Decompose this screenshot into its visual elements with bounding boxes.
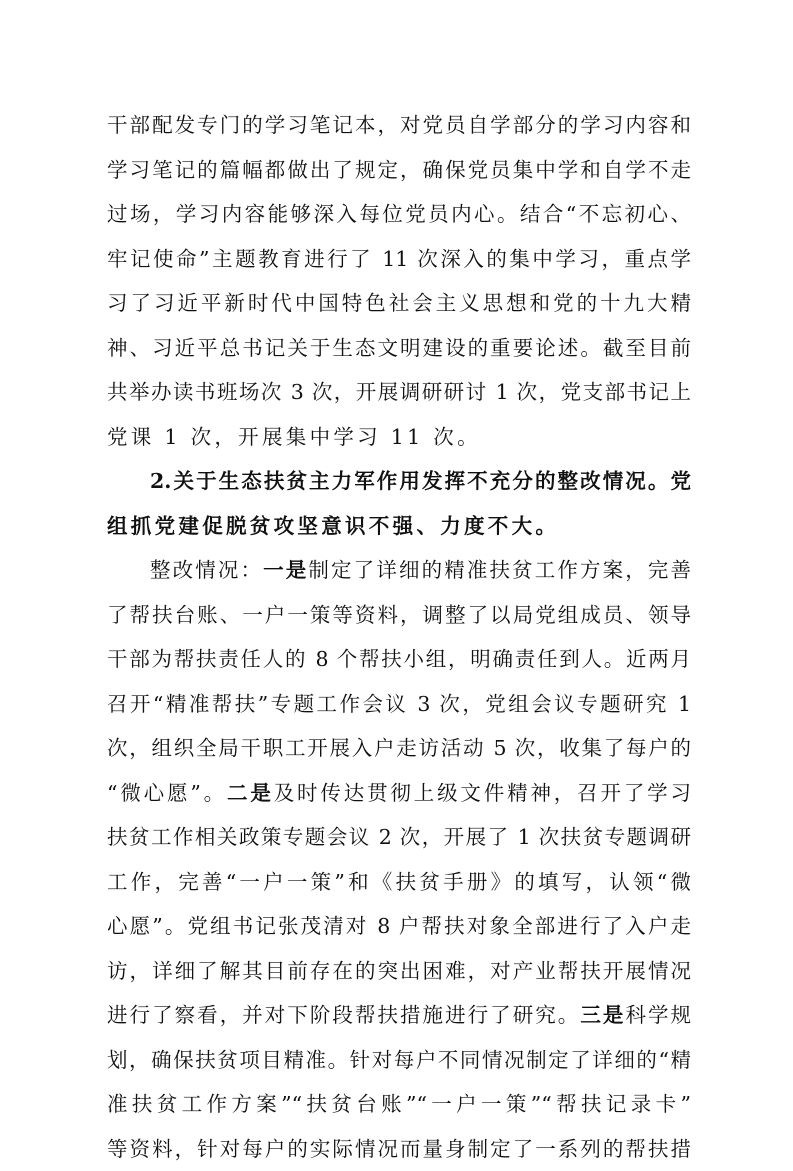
paragraph-line [107, 860, 691, 905]
text: “微心愿”。 [107, 781, 227, 805]
text: 进行了察看，并对下阶段帮扶措施进行了研究。 [107, 1003, 580, 1027]
text: 制定了详细的精准扶贫工作方案，完善 [308, 558, 691, 582]
paragraph-line [107, 1038, 691, 1083]
paragraph-line [107, 281, 691, 326]
text: 召开“精准帮扶”专题工作会议 3 次，党组会议专题研究 1 [107, 692, 691, 716]
text: 扶贫工作相关政策专题会议 2 次，开展了 1 次扶贫专题调研 [107, 825, 691, 849]
paragraph-line [107, 1082, 691, 1127]
paragraph-line [107, 192, 691, 237]
document-body [107, 103, 691, 1171]
paragraph-line [107, 548, 691, 593]
text: 访，详细了解其目前存在的突出困难，对产业帮扶开展情况 [107, 959, 691, 983]
bold-text: 二是 [227, 781, 274, 805]
paragraph-line [107, 637, 691, 682]
bold-text: 一是 [263, 558, 308, 582]
paragraph-line [107, 148, 691, 193]
text: 等资料，针对每户的实际情况而量身制定了一系列的帮扶措 [107, 1137, 691, 1161]
text: 神、习近平总书记关于生态文明建设的重要论述。截至目前 [107, 336, 691, 360]
paragraph-line [107, 904, 691, 949]
text: 科学规 [625, 1003, 691, 1027]
bold-text: 组抓党建促脱贫攻坚意识不强、力度不大。 [107, 514, 559, 538]
text: 共举办读书班场次 3 次，开展调研研讨 1 次，党支部书记上 [107, 380, 691, 404]
section-heading-line [107, 504, 691, 549]
text: 心愿”。党组书记张茂清对 8 户帮扶对象全部进行了入户走 [107, 914, 691, 938]
paragraph-line [107, 771, 691, 816]
paragraph-line [107, 1127, 691, 1171]
paragraph-line [107, 103, 691, 148]
paragraph-line [107, 815, 691, 860]
text: 工作，完善“一户一策”和《扶贫手册》的填写，认领“微 [107, 870, 691, 894]
text: 准扶贫工作方案”“扶贫台账”“一户一策”“帮扶记录卡” [107, 1092, 691, 1116]
text: 党课 1 次，开展集中学习 11 次。 [107, 425, 481, 449]
text: 牢记使命”主题教育进行了 11 次深入的集中学习，重点学 [107, 247, 691, 271]
text: 学习笔记的篇幅都做出了规定，确保党员集中学和自学不走 [107, 158, 691, 182]
text: 习了习近平新时代中国特色社会主义思想和党的十九大精 [107, 291, 691, 315]
paragraph-line [107, 326, 691, 371]
paragraph-line [107, 237, 691, 282]
text: 了帮扶台账、一户一策等资料，调整了以局党组成员、领导 [107, 603, 691, 627]
paragraph-line [107, 726, 691, 771]
section-heading-line [107, 459, 691, 504]
bold-text: 2.关于生态扶贫主力军作用发挥不充分的整改情况。党 [150, 469, 691, 493]
paragraph-line [107, 949, 691, 994]
paragraph-line [107, 993, 691, 1038]
paragraph-line [107, 682, 691, 727]
text: 整改情况： [150, 558, 263, 582]
text: 划，确保扶贫项目精准。针对每户不同情况制定了详细的“精 [107, 1048, 691, 1072]
text: 次，组织全局干职工开展入户走访活动 5 次，收集了每户的 [107, 736, 691, 760]
paragraph-line [107, 415, 691, 460]
text: 干部配发专门的学习笔记本，对党员自学部分的学习内容和 [107, 113, 691, 137]
paragraph-line [107, 370, 691, 415]
bold-text: 三是 [580, 1003, 625, 1027]
text: 干部为帮扶责任人的 8 个帮扶小组，明确责任到人。近两月 [107, 647, 691, 671]
text: 过场，学习内容能够深入每位党员内心。结合“不忘初心、 [107, 202, 691, 226]
text: 及时传达贯彻上级文件精神，召开了学习 [274, 781, 691, 805]
paragraph-line [107, 593, 691, 638]
